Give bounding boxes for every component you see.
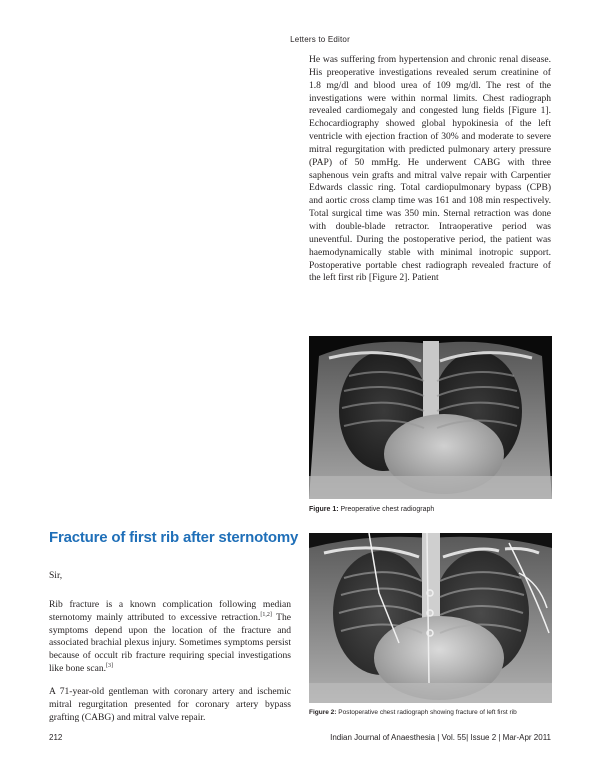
figure-1-label: Figure 1: [309, 506, 339, 513]
case-text-continued: He was suffering from hypertension and chronic renal disease. His preoperative investigations revealed serum creatinine of 1.8 mg/dl and blood urea of 109 mg/dl. The rest of the investigations were within normal limits. Chest radiograph revealed cardiomegaly and congested lung fields [Figure 1]. Echocardiography showed global hypokinesia of the left ventricle with ejection fraction of 30% and moderate to severe mitral regurgitation with predicted pulmonary artery pressure (PAP) of 50 mmHg. He underwent CABG with three saphenous vein grafts and mitral valve repair with Carpentier Edwards classic ring. Total cardiopulmonary bypass (CPB) and aortic cross clamp time was 161 and 108 min respectively. Total surgical time was 350 min. Sternal retraction was done with double-blade retractor. Intraoperative period was uneventful. During the postoperative period, the patient was haemodynamically stable with minimal inotropic support. Postoperative portable chest radiograph revealed fracture of the left first rib [Figure 2]. Patient [309, 54, 551, 284]
figure-2-caption [309, 709, 517, 716]
figure-1-radiograph [309, 336, 552, 499]
figure-2-caption-text: Postoperative chest radiograph showing fracture of left first rib [338, 709, 517, 716]
running-head: Letters to Editor [290, 35, 350, 44]
journal-citation: Indian Journal of Anaesthesia | Vol. 55| Issue 2 | Mar-Apr 2011 [330, 733, 551, 742]
body-paragraph [49, 599, 291, 676]
figure-1-caption [309, 506, 434, 513]
citation-ref[interactable]: [1,2] [260, 611, 272, 618]
article-title: Fracture of first rib after sternotomy [49, 529, 299, 546]
right-column [309, 54, 551, 285]
chest-xray-image [309, 533, 552, 703]
page-number: 212 [49, 733, 63, 742]
figure-1-caption-text: Preoperative chest radiograph [340, 506, 435, 513]
left-column [49, 570, 291, 734]
citation-ref[interactable]: [3] [106, 662, 113, 669]
paragraph-2: The symptoms depend upon the location of the fracture and associated brachial plexus injury. Sometimes symptoms persist because of occult rib fracture requiring special investigations like bone scan. [49, 611, 291, 675]
figure-2-radiograph [309, 533, 552, 703]
paragraph-3: A 71-year-old gentleman with coronary artery and ischemic mitral regurgitation presented for coronary artery bypass grafting (CABG) and mitral valve repair. [49, 685, 291, 723]
figure-2-label: Figure 2: [309, 709, 337, 716]
salutation: Sir, [49, 570, 63, 581]
paragraph-1: Rib fracture is a known complication following median sternotomy mainly attributed to excessive retraction. [49, 598, 291, 623]
chest-xray-image [309, 336, 552, 499]
body-paragraph [49, 686, 291, 725]
